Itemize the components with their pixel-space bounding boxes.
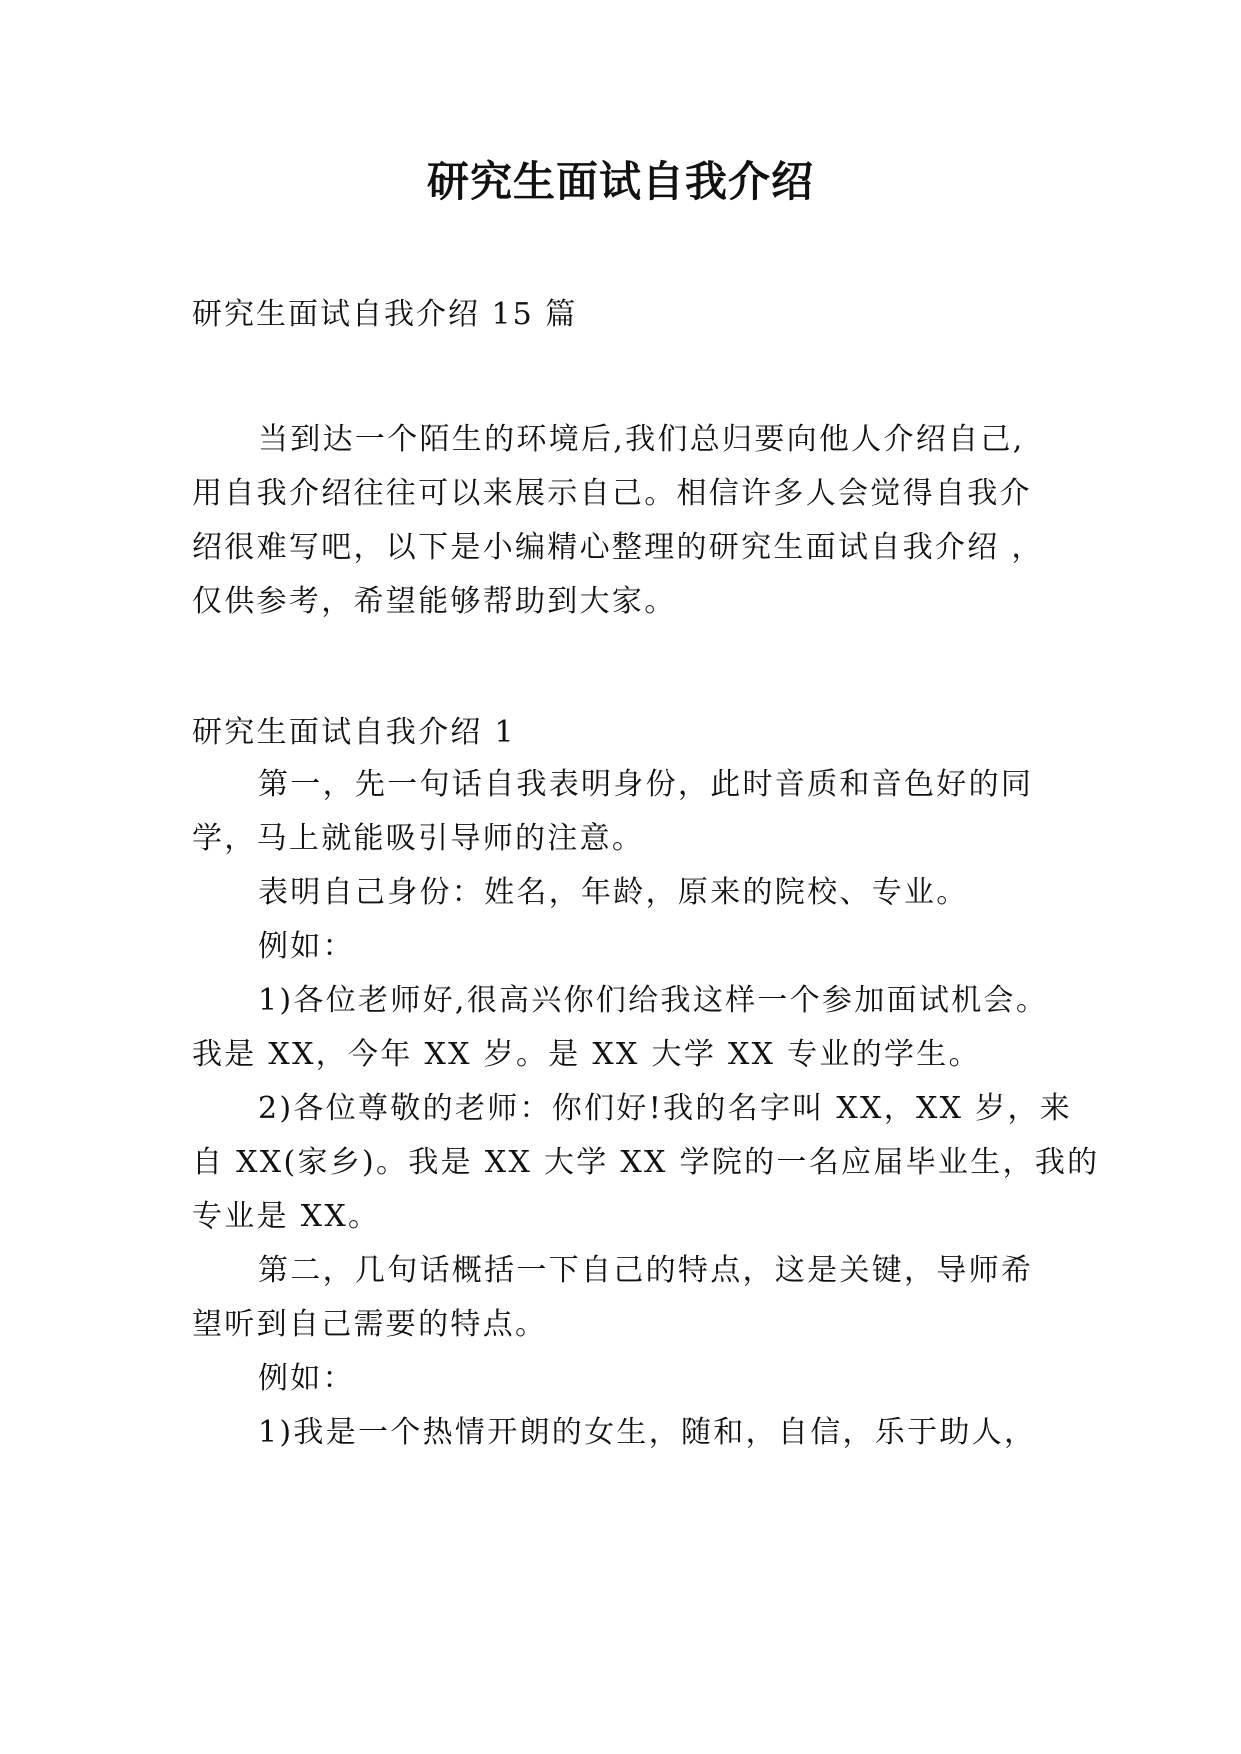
paragraph-line: 1)我是一个热情开朗的女生，随和，自信，乐于助人，: [258, 1415, 1037, 1450]
paragraph-line: 例如：: [258, 929, 355, 964]
document-subtitle: 研究生面试自我介绍 15 篇: [192, 297, 578, 332]
paragraph-line: 绍很难写吧，以下是小编精心整理的研究生面试自我介绍 ，: [192, 530, 1044, 565]
paragraph-line: 1)各位老师好,很高兴你们给我这样一个参加面试机会。: [258, 983, 1049, 1018]
paragraph-line: 第二，几句话概括一下自己的特点，这是关键，导师希: [258, 1253, 1034, 1288]
paragraph-line: 学，马上就能吸引导师的注意。: [192, 821, 645, 856]
section-heading: 研究生面试自我介绍 1: [192, 715, 516, 750]
paragraph-line: 第一，先一句话自我表明身份，此时音质和音色好的同: [258, 767, 1034, 802]
paragraph-line: 例如：: [258, 1361, 355, 1396]
document-title: 研究生面试自我介绍: [426, 157, 814, 206]
paragraph-line: 我是 XX，今年 XX 岁。是 XX 大学 XX 专业的学生。: [192, 1037, 981, 1072]
paragraph-line: 专业是 XX。: [192, 1199, 381, 1234]
paragraph-line: 用自我介绍往往可以来展示自己。相信许多人会觉得自我介: [192, 476, 1032, 511]
paragraph-line: 仅供参考，希望能够帮助到大家。: [192, 584, 677, 619]
paragraph-line: 望听到自己需要的特点。: [192, 1307, 548, 1342]
paragraph-line: 2)各位尊敬的老师：你们好!我的名字叫 XX，XX 岁，来: [258, 1091, 1073, 1126]
paragraph-line: 当到达一个陌生的环境后,我们总归要向他人介绍自己,: [258, 422, 1025, 457]
paragraph-line: 自 XX(家乡)。我是 XX 大学 XX 学院的一名应届毕业生，我的: [192, 1145, 1100, 1180]
paragraph-line: 表明自己身份：姓名，年龄，原来的院校、专业。: [258, 875, 969, 910]
